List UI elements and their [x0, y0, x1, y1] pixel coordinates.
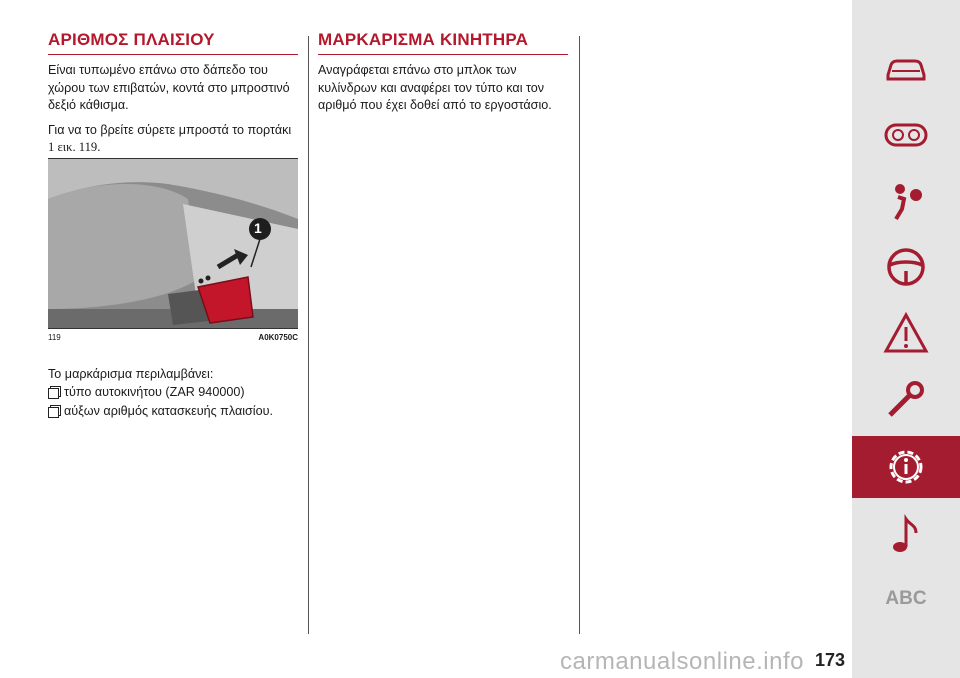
right-column — [318, 30, 568, 115]
section-sidebar — [852, 0, 960, 678]
column-divider-left — [308, 36, 309, 634]
warning-icon[interactable] — [852, 302, 960, 364]
bullet-text: αύξων αριθμός κατασκευής πλαισίου. — [64, 404, 273, 418]
chassis-number-heading: ΑΡΙΘΜΟΣ ΠΛΑΙΣΙΟΥ — [48, 30, 298, 55]
wrench-icon[interactable] — [852, 368, 960, 430]
chassis-location-text: Είναι τυπωμένο επάνω στο δάπεδο του χώρου των επιβατών, κοντά στο μπροστινό δεξιό κάθισμα. — [48, 63, 290, 112]
checkbox-bullet-icon — [48, 388, 59, 399]
marking-intro: Το μαρκάρισμα περιλαμβάνει: — [48, 367, 214, 381]
gear-info-icon-graphic — [882, 443, 930, 491]
chassis-access-main: Για να το βρείτε σύρετε μπροστά το πορτάκι — [48, 122, 292, 137]
warning-icon-graphic — [882, 309, 930, 357]
dashboard-icon-graphic — [882, 111, 930, 159]
abc-label: ABC — [885, 588, 927, 609]
seat-floor-illustration — [48, 159, 298, 328]
wrench-icon-graphic — [882, 375, 930, 423]
steering-wheel-icon[interactable] — [852, 236, 960, 298]
bullet-serial-number — [48, 403, 298, 421]
page-number: 173 — [815, 650, 846, 670]
figure-119 — [48, 158, 298, 329]
column-divider-right — [579, 36, 580, 634]
engine-marking-text: Αναγράφεται επάνω στο μπλοκ των κυλίνδρων και αναφέρει τον τύπο και τον αριθμό που έχει δοθεί από το εργοστάσιο. — [318, 63, 552, 112]
car-icon[interactable] — [852, 38, 960, 100]
airbag-icon[interactable] — [852, 170, 960, 232]
left-column — [48, 30, 298, 157]
bullet-vehicle-type — [48, 384, 298, 402]
marking-description — [48, 366, 298, 421]
airbag-icon-graphic — [882, 177, 930, 225]
bullet-text: τύπο αυτοκινήτου (ZAR 940000) — [64, 384, 245, 399]
gear-info-icon[interactable] — [852, 436, 960, 498]
steering-wheel-icon-graphic — [882, 243, 930, 291]
figure-caption — [48, 333, 298, 342]
figure-reference: 1 εικ. 119. — [48, 140, 101, 154]
watermark: carmanualsonline.info — [560, 648, 804, 675]
index-abc-icon[interactable] — [852, 568, 960, 630]
music-icon[interactable] — [852, 504, 960, 566]
callout-number: 1 — [254, 220, 262, 236]
car-icon-graphic — [882, 45, 930, 93]
chassis-access-text — [48, 122, 298, 157]
caption-code: A0K0750C — [258, 333, 298, 342]
caption-number: 119 — [48, 333, 61, 342]
checkbox-bullet-icon — [48, 407, 59, 418]
engine-marking-heading: ΜΑΡΚΑΡΙΣΜΑ ΚΙΝΗΤΗΡΑ — [318, 30, 568, 55]
music-icon-graphic — [882, 511, 930, 559]
dashboard-icon[interactable] — [852, 104, 960, 166]
